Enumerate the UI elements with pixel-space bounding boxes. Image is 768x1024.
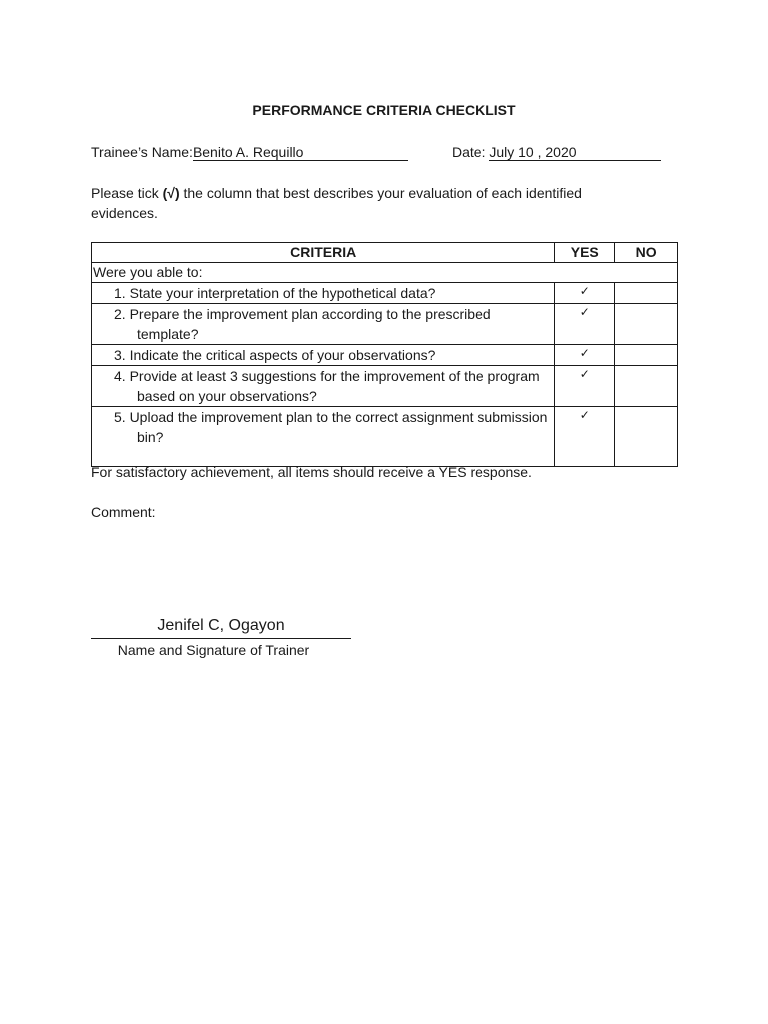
table-row	[92, 304, 678, 345]
signature-line	[91, 638, 351, 639]
criteria-cell	[92, 407, 555, 467]
yes-header: YES	[555, 243, 615, 263]
table-header-row	[92, 243, 678, 263]
criteria-text: 2. Prepare the improvement plan according to the prescribed template?	[114, 306, 491, 342]
criteria-text: 1. State your interpretation of the hypothetical data?	[114, 285, 436, 301]
trainer-name: Jenifel C, Ogayon	[157, 617, 285, 634]
table-row	[92, 407, 678, 467]
page-title: PERFORMANCE CRITERIA CHECKLIST	[252, 102, 516, 118]
lead-in-row	[92, 263, 678, 283]
no-cell[interactable]	[615, 345, 678, 366]
table-row	[92, 345, 678, 366]
criteria-cell	[92, 366, 555, 407]
date-value: July 10 , 2020	[489, 145, 661, 161]
table-row	[92, 366, 678, 407]
criteria-text: 3. Indicate the critical aspects of your observations?	[114, 347, 436, 363]
no-header: NO	[615, 243, 678, 263]
table-row	[92, 283, 678, 304]
no-cell[interactable]	[615, 304, 678, 345]
lead-in-text: Were you able to:	[92, 263, 678, 283]
instructions-post: the column that best describes your evaluation of each identified evidences.	[91, 185, 582, 221]
trainee-name-line	[91, 144, 408, 161]
satisfactory-note: For satisfactory achievement, all items should receive a YES response.	[91, 464, 532, 480]
comment-label: Comment:	[91, 504, 156, 520]
criteria-cell	[92, 345, 555, 366]
trainee-name-label: Trainee’s Name:	[91, 144, 193, 160]
trainer-caption: Name and Signature of Trainer	[117, 642, 310, 658]
yes-cell[interactable]: ✓	[555, 283, 615, 304]
criteria-text: 4. Provide at least 3 suggestions for the improvement of the program based on your observations?	[114, 368, 540, 404]
criteria-table	[91, 242, 678, 467]
yes-cell[interactable]: ✓	[555, 407, 615, 467]
criteria-header: CRITERIA	[92, 243, 555, 263]
criteria-cell	[92, 304, 555, 345]
yes-cell[interactable]: ✓	[555, 345, 615, 366]
criteria-text: 5. Upload the improvement plan to the correct assignment submission bin?	[114, 409, 548, 445]
no-cell[interactable]	[615, 366, 678, 407]
date-line	[452, 144, 661, 161]
instructions	[91, 183, 651, 223]
date-label: Date:	[452, 144, 490, 160]
instructions-pre: Please tick	[91, 185, 163, 201]
yes-cell[interactable]: ✓	[555, 366, 615, 407]
trainee-name-value: Benito A. Requillo	[193, 145, 408, 161]
no-cell[interactable]	[615, 407, 678, 467]
no-cell[interactable]	[615, 283, 678, 304]
tick-symbol: (√)	[162, 185, 180, 201]
criteria-cell	[92, 283, 555, 304]
yes-cell[interactable]: ✓	[555, 304, 615, 345]
